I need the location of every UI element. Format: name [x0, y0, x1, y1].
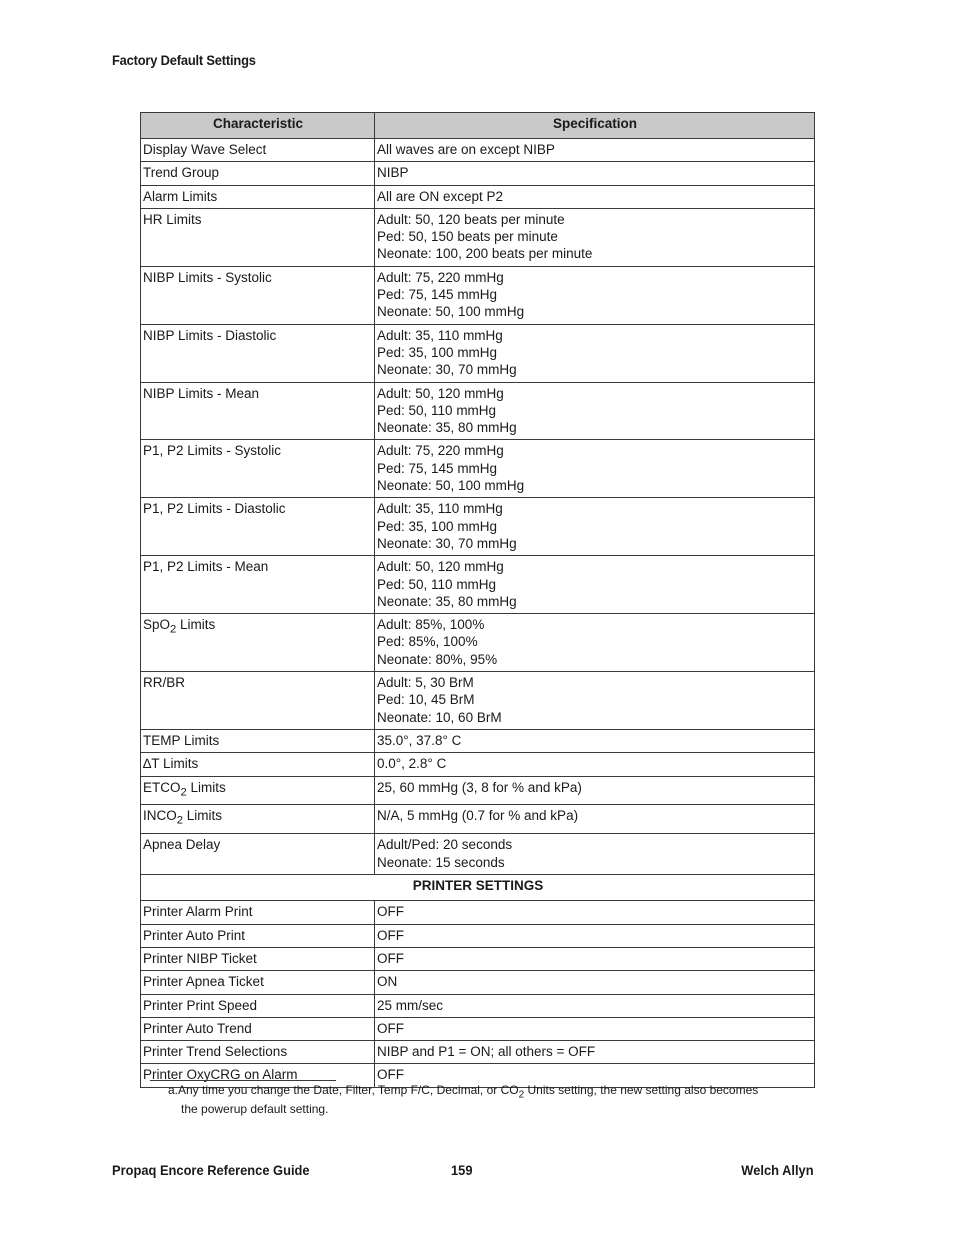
characteristic-cell: [141, 994, 375, 1017]
characteristic-cell: [141, 440, 375, 498]
characteristic-cell: [141, 834, 375, 875]
characteristic-text: INCO: [143, 808, 177, 824]
table-row: [141, 614, 815, 672]
characteristic-text: TEMP Limits: [143, 732, 220, 748]
characteristic-cell: [141, 805, 375, 834]
specification-line: Ped: 35, 100 mmHg: [377, 518, 498, 534]
specification-line: Ped: 10, 45 BrM: [377, 692, 475, 708]
specification-cell: [375, 139, 815, 162]
factory-defaults-table: [140, 112, 815, 1088]
characteristic-cell: [141, 729, 375, 752]
specification-cell: [375, 266, 815, 324]
characteristic-text: ∆T Limits: [143, 756, 199, 772]
specification-line: 35.0°, 37.8° C: [377, 732, 462, 748]
specification-cell: [375, 994, 815, 1017]
specification-line: Neonate: 80%, 95%: [377, 651, 498, 667]
footnote-subscript: 2: [518, 1089, 525, 1101]
table-row: [141, 498, 815, 556]
specification-line: Adult: 5, 30 BrM: [377, 675, 474, 691]
specification-cell: [375, 185, 815, 208]
characteristic-text: Display Wave Select: [143, 142, 267, 157]
specification-line: Ped: 85%, 100%: [377, 634, 478, 650]
specification-line: Adult: 85%, 100%: [377, 617, 485, 633]
column-header-specification: Specification: [375, 113, 815, 139]
footnote-continuation: the powerup default setting.: [181, 1102, 329, 1117]
specification-line: OFF: [377, 950, 404, 966]
characteristic-cell: [141, 924, 375, 947]
table-row: [141, 994, 815, 1017]
printer-settings-heading: PRINTER SETTINGS: [141, 875, 815, 901]
specification-cell: [375, 440, 815, 498]
table-row: [141, 901, 815, 924]
characteristic-text: Printer NIBP Ticket: [143, 950, 257, 966]
table-row: [141, 266, 815, 324]
specification-line: 25 mm/sec: [377, 997, 444, 1013]
specification-line: Neonate: 30, 70 mmHg: [377, 362, 517, 378]
specification-line: Neonate: 35, 80 mmHg: [377, 420, 517, 436]
specification-line: Ped: 75, 145 mmHg: [377, 287, 498, 303]
specification-cell: [375, 498, 815, 556]
characteristic-text: Trend Group: [143, 165, 220, 181]
specification-line: N/A, 5 mmHg (0.7 for % and kPa): [377, 808, 579, 824]
characteristic-text: NIBP Limits - Mean: [143, 385, 260, 401]
table-row: [141, 324, 815, 382]
characteristic-text: Limits: [186, 779, 226, 795]
specification-line: All are ON except P2: [377, 188, 504, 204]
characteristic-cell: [141, 382, 375, 440]
characteristic-text: ETCO: [143, 779, 181, 795]
table-header-row: [141, 113, 815, 139]
characteristic-cell: [141, 498, 375, 556]
specification-cell: [375, 729, 815, 752]
specification-line: Ped: 50, 110 mmHg: [377, 402, 497, 418]
specification-cell: [375, 924, 815, 947]
specification-cell: [375, 947, 815, 970]
specification-line: Neonate: 10, 60 BrM: [377, 709, 502, 725]
characteristic-cell: [141, 971, 375, 994]
characteristic-cell: [141, 776, 375, 805]
specification-line: Ped: 50, 110 mmHg: [377, 576, 497, 592]
specification-line: 0.0°, 2.8° C: [377, 756, 447, 772]
specification-line: Neonate: 35, 80 mmHg: [377, 593, 517, 609]
characteristic-text: Printer Trend Selections: [143, 1044, 288, 1060]
footnote-text-part1: a.Any time you change the Date, Filter, Temp F/C, Decimal, or CO: [168, 1083, 519, 1097]
specification-line: Adult: 50, 120 mmHg: [377, 559, 504, 575]
characteristic-cell: [141, 139, 375, 162]
specification-line: Ped: 35, 100 mmHg: [377, 344, 498, 360]
section-title: Factory Default Settings: [112, 52, 256, 68]
specification-line: NIBP and P1 = ON; all others = OFF: [377, 1044, 596, 1060]
specification-cell: [375, 753, 815, 776]
table-row: [141, 1041, 815, 1064]
settings-rows: [141, 139, 815, 875]
table-row: [141, 729, 815, 752]
specification-line: Adult: 50, 120 beats per minute: [377, 211, 565, 227]
characteristic-cell: [141, 185, 375, 208]
characteristic-cell: [141, 753, 375, 776]
specification-cell: [375, 901, 815, 924]
footnote-text-part2: Units setting, the new setting also becomes: [524, 1083, 759, 1097]
table-row: [141, 924, 815, 947]
specification-cell: [375, 834, 815, 875]
characteristic-text: P1, P2 Limits - Mean: [143, 559, 269, 575]
footnote-rule: [150, 1080, 336, 1081]
table-row: [141, 776, 815, 805]
characteristic-text: P1, P2 Limits - Systolic: [143, 443, 282, 459]
characteristic-cell: [141, 672, 375, 730]
specification-cell: [375, 162, 815, 185]
footer-page-number: 159: [451, 1162, 473, 1178]
characteristic-cell: [141, 947, 375, 970]
specification-cell: [375, 672, 815, 730]
specification-line: Adult: 75, 220 mmHg: [377, 443, 504, 459]
characteristic-cell: [141, 324, 375, 382]
specification-line: 25, 60 mmHg (3, 8 for % and kPa): [377, 779, 582, 795]
characteristic-text: SpO: [143, 617, 171, 633]
characteristic-text: NIBP Limits - Systolic: [143, 269, 272, 285]
specification-line: Adult/Ped: 20 seconds: [377, 837, 513, 853]
table-row: [141, 947, 815, 970]
specification-cell: [375, 1017, 815, 1040]
characteristic-cell: [141, 901, 375, 924]
specification-line: OFF: [377, 927, 404, 943]
table-row: [141, 185, 815, 208]
characteristic-subscript: 2: [176, 815, 184, 828]
specification-line: ON: [377, 974, 398, 990]
printer-settings-rows: [141, 901, 815, 1087]
specification-cell: [375, 971, 815, 994]
characteristic-text: Printer Auto Trend: [143, 1020, 252, 1036]
specification-line: Neonate: 100, 200 beats per minute: [377, 246, 593, 262]
characteristic-text: Limits: [176, 617, 216, 633]
column-header-characteristic: Characteristic: [141, 113, 375, 139]
specification-cell: [375, 382, 815, 440]
characteristic-text: Printer Alarm Print: [143, 904, 253, 920]
table-row: [141, 1017, 815, 1040]
characteristic-text: HR Limits: [143, 211, 202, 227]
specification-line: Ped: 50, 150 beats per minute: [377, 229, 558, 245]
table-row: [141, 139, 815, 162]
specification-line: Neonate: 30, 70 mmHg: [377, 535, 517, 551]
characteristic-cell: [141, 1017, 375, 1040]
specification-line: OFF: [377, 1067, 404, 1083]
characteristic-text: Printer Auto Print: [143, 927, 246, 943]
footer-guide-title: Propaq Encore Reference Guide: [112, 1162, 310, 1178]
specification-cell: [375, 1041, 815, 1064]
characteristic-cell: [141, 208, 375, 266]
specification-line: Adult: 75, 220 mmHg: [377, 269, 504, 285]
table-row: [141, 753, 815, 776]
specification-line: All waves are on except NIBP: [377, 142, 555, 157]
specification-line: OFF: [377, 904, 404, 920]
table-row: [141, 556, 815, 614]
characteristic-text: P1, P2 Limits - Diastolic: [143, 501, 286, 517]
printer-settings-heading-row: [141, 875, 815, 901]
specification-cell: [375, 324, 815, 382]
specification-line: Adult: 50, 120 mmHg: [377, 385, 504, 401]
characteristic-text: NIBP Limits - Diastolic: [143, 327, 277, 343]
specification-line: Neonate: 50, 100 mmHg: [377, 478, 525, 494]
specification-cell: [375, 208, 815, 266]
characteristic-cell: [141, 266, 375, 324]
characteristic-subscript: 2: [170, 623, 177, 636]
characteristic-text: Printer OxyCRG on Alarm: [143, 1067, 298, 1083]
table-row: [141, 382, 815, 440]
table-row: [141, 440, 815, 498]
table-row: [141, 805, 815, 834]
characteristic-cell: [141, 162, 375, 185]
characteristic-text: Printer Print Speed: [143, 997, 258, 1013]
table-row: [141, 162, 815, 185]
table-row: [141, 672, 815, 730]
characteristic-text: Apnea Delay: [143, 837, 221, 853]
characteristic-cell: [141, 1041, 375, 1064]
footer-company: Welch Allyn: [741, 1162, 814, 1178]
specification-cell: [375, 614, 815, 672]
specification-line: OFF: [377, 1020, 404, 1036]
characteristic-text: Limits: [183, 808, 223, 824]
table-row: [141, 971, 815, 994]
characteristic-cell: [141, 614, 375, 672]
specification-line: Neonate: 15 seconds: [377, 854, 505, 870]
characteristic-text: RR/BR: [143, 675, 186, 691]
specification-line: Adult: 35, 110 mmHg: [377, 501, 503, 517]
specification-line: Neonate: 50, 100 mmHg: [377, 304, 525, 320]
footnote: [168, 1083, 798, 1116]
characteristic-text: Printer Apnea Ticket: [143, 974, 264, 990]
specification-cell: [375, 805, 815, 834]
specification-line: Adult: 35, 110 mmHg: [377, 327, 503, 343]
specification-cell: [375, 776, 815, 805]
specification-line: NIBP: [377, 165, 409, 181]
specification-cell: [375, 556, 815, 614]
specification-line: Ped: 75, 145 mmHg: [377, 460, 498, 476]
characteristic-subscript: 2: [180, 786, 187, 799]
characteristic-text: Alarm Limits: [143, 188, 218, 204]
characteristic-cell: [141, 556, 375, 614]
table-row: [141, 834, 815, 875]
table-row: [141, 208, 815, 266]
